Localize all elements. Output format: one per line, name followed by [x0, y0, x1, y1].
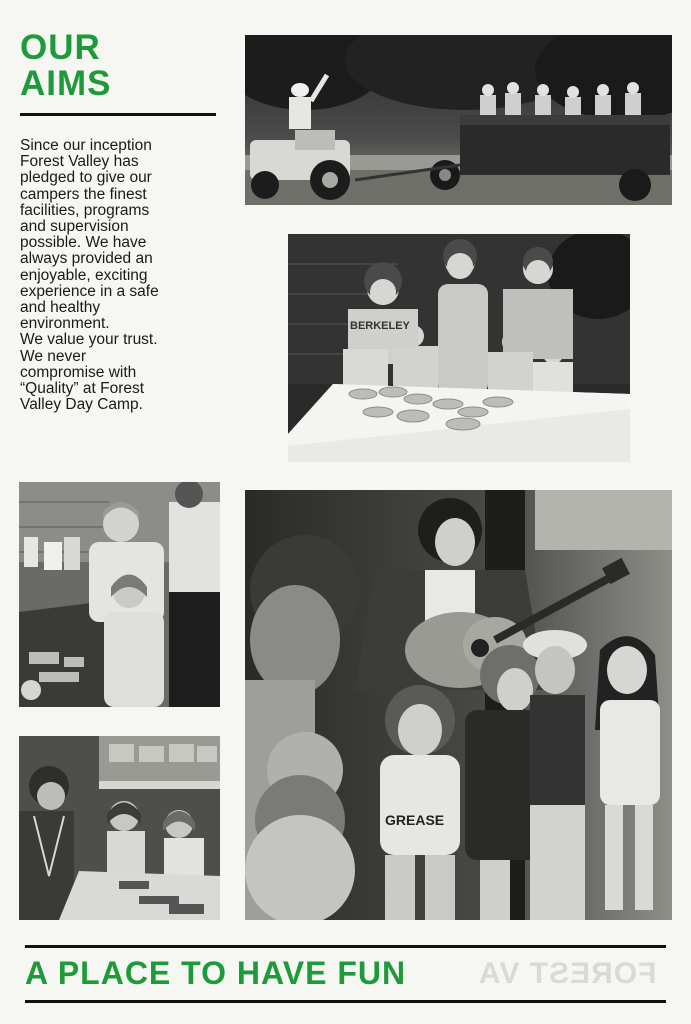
- intro-text: Since our inception Forest Valley has pledged to give our campers the finest facilities, programs and supervision possible. We have always provided an enjoyable, exciting experience in a safe and healthy environment. We value your trust. We never compromise with “Quality” at Forest Valley Day Camp.: [20, 137, 159, 414]
- bleed-through-text: FOREST VA: [478, 957, 657, 990]
- counselors-and-campers-table-photo: [288, 234, 630, 462]
- intro-paragraph: [20, 138, 225, 413]
- campers-building-photo: [19, 736, 220, 920]
- footer-headline: A PLACE TO HAVE FUN: [25, 955, 407, 991]
- title-line-2: AIMS: [20, 64, 112, 103]
- title-divider: [20, 113, 216, 116]
- page-title: [20, 30, 112, 102]
- arts-and-crafts-photo: [19, 482, 220, 707]
- tractor-hayride-photo: [245, 35, 672, 205]
- footer-divider-bottom: [25, 1000, 666, 1003]
- berkeley-shirt-text: BERKELEY: [350, 320, 410, 332]
- footer-divider-top: [25, 945, 666, 948]
- title-line-1: OUR: [20, 28, 101, 67]
- grease-shirt-text: GREASE: [385, 812, 445, 828]
- guitar-singalong-photo: [245, 490, 672, 920]
